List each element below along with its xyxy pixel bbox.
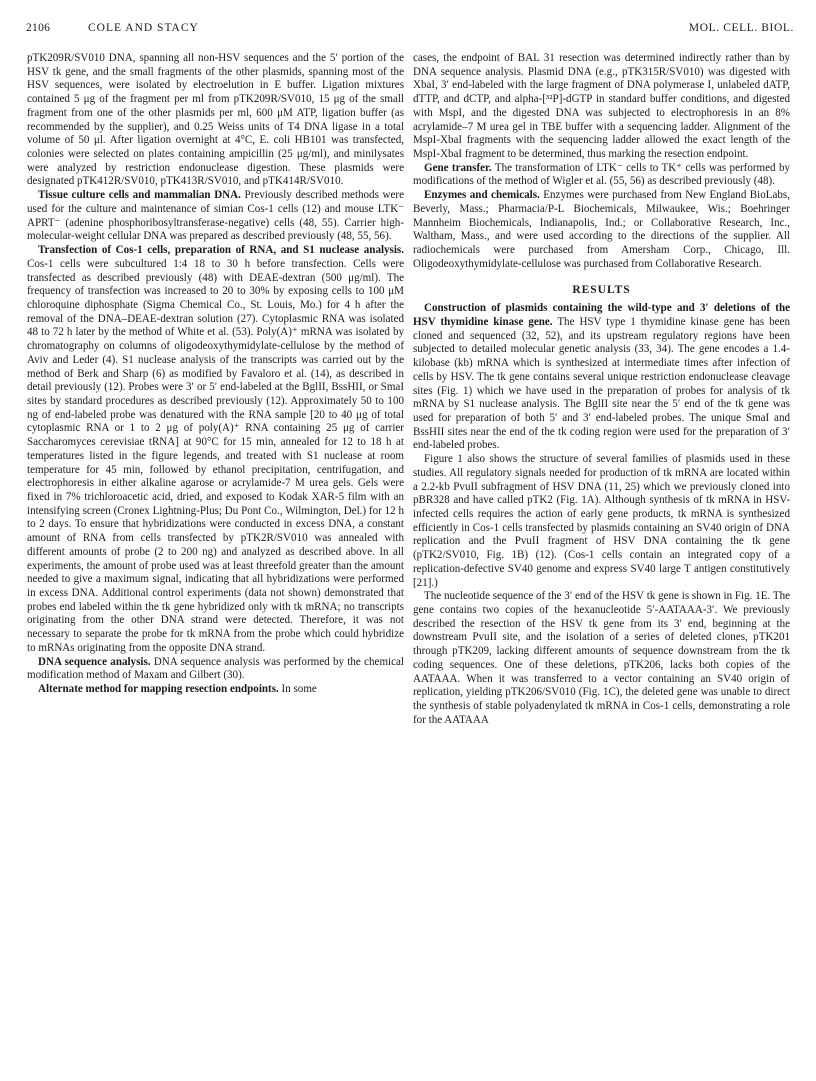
paragraph-dna-sequence-body: DNA sequence analysis was performed by the chemical modification method of Maxam and Gilbert (30). (27, 655, 404, 682)
run-in-heading-tissue-culture: Tissue culture cells and mammalian DNA. (38, 189, 241, 202)
paragraph-gene-transfer-body: The transformation of LTK⁻ cells to TK⁺ cells was performed by modifications of the method of Wigler et al. (55, 56) as described previously (48). (413, 161, 790, 188)
run-in-heading-gene-transfer: Gene transfer. (424, 161, 492, 174)
paragraph-transfection-body: Cos-1 cells were subcultured 1:4 18 to 30 h before transfection. Cells were transfected as described previously (48) with DEAE-dextran (500 μg/ml). The frequency of transfection was increased to 20 to 30% by exposing cells to 100 μM chloroquine diphosphate (Sigma Chemical Co., St. Louis, Mo.) for 4 h after the removal of the DNA–DEAE-dextran solution (27). Cytoplasmic RNA was isolated 48 to 72 h later by the method of White et al. (53). Poly(A)⁺ mRNA was isolated by chromatography on columns of oligodeoxythymidylate-cellulose by the method of Aviv and Leder (4). S1 nuclease analysis of the transcripts was carried out by the method of Berk and Sharp (6) as modified by Favaloro et al. (14), as described in detail previously (12). Probes were 3′ or 5′ end-labeled at the BglII, BssHII, or SmaI sites by standard procedures as described previously (12). Approximately 50 to 100 ng of end-labeled probe was denatured with the RNA sample [20 to 40 μg of total cytoplasmic RNA or 1 to 2 μg of poly(A)⁺ RNA containing 25 μg of carrier Saccharomyces cerevisiae tRNA] at 90°C for 15 min, annealed for 12 to 18 h at temperatures listed in the figure legends, and treated with S1 nuclease at room temperature for 45 min, followed by ethanol precipitation, centrifugation, and electrophoresis in either alkaline agarose or acrylamide-7 M urea gels. Gels were fixed in 7% trichloroacetic acid, dried, and exposed to Kodak XAR-5 film with an intensifying screen (Cronex Lightning-Plus; Du Pont Co., Wilmington, Del.) for 12 h to 2 days. To ensure that hybridizations were conducted in excess DNA, a constant amount of RNA from cells transfected by pTK2R/SV010 was annealed with different amounts of probe (2 to 200 ng) and analyzed as described above. In all experiments, the amount of probe used was at least threefold greater than the amount needed to give a maximum signal, indicating that all hybridizations were performed in excess DNA. Additional control experiments (data not shown) demonstrated that probes end labeled within the tk gene hybridized only with tk mRNA; no transcripts originating from the other DNA strand were detected. Therefore, it was not necessary to separate the probe for tk mRNA from the probe which could hybridize to mRNAs originating from the opposite DNA strand. (27, 257, 404, 654)
paragraph-gene-transfer (413, 162, 790, 189)
running-header (26, 22, 794, 42)
paragraph-nucleotide-sequence: The nucleotide sequence of the 3′ end of the HSV tk gene is shown in Fig. 1E. The gene contains two copies of the hexanucleotide 5′-AATAAA-3′. We previously described the resection of the HSV tk gene from its 3′ end, beginning at the downstream PvuII site, and the isolation of a series of deleted clones, pTK201 through pTK209, lacking different amounts of sequence downstream from the tk coding sequences. One of these deletions, pTK206, lacks both copies of the AATAAA. When it was transferred to a vector containing an SV40 origin of replication, yielding pTK206/SV010 (Fig. 1C), the deleted gene was unable to direct the synthesis of stable polyadenylated tk mRNA in Cos-1 cells, demonstrating a role for the AATAAA (413, 590, 790, 726)
paragraph-tissue-culture (27, 189, 404, 244)
page-number: 2106 (26, 22, 51, 34)
paragraph-enzymes-body: Enzymes were purchased from New England BioLabs, Beverly, Mass.; Pharmacia/P-L Biochemicals, Milwaukee, Wis.; Boehringer Mannheim Biochemicals, Indianapolis, Ind.; or Collaborative Research, Inc., Waltham, Mass., and were used according to the directions of the supplier. All radiochemicals were purchased from Amersham Corp., Chicago, Ill. Oligodeoxythymidylate-cellulose was purchased from Collaborative Research. (413, 189, 790, 270)
left-column (27, 52, 404, 697)
run-in-heading-enzymes: Enzymes and chemicals. (424, 189, 540, 202)
paragraph-resection-mapping: cases, the endpoint of BAL 31 resection was determined indirectly rather than by DNA sequence analysis. Plasmid DNA (e.g., pTK315R/SV010) was digested with XbaI, 3′ end-labeled with the large fragment of DNA polymerase I, unlabeled dATP, dTTP, and dCTP, and alpha-[³²P]-dGTP in standard buffer conditions, and digested with MspI, and the digested DNA was subjected to electrophoresis in an 8% acrylamide–7 M urea gel in TBE buffer with a sequencing ladder. Alignment of the MspI-XbaI fragments with the sequencing ladder allowed the exact length of the MspI-XbaI fragment to be determined, thus marking the resection endpoint. (413, 52, 790, 161)
paragraph-tissue-culture-body: Previously described methods were used for the culture and maintenance of simian Cos-1 cells (12) and mouse LTK⁻ APRT⁻ (adenine phosphoribosyltransferase-negative) cells (48, 55). Carrier high-molecular-weight cellular DNA was prepared as described previously (48, 55, 56). (27, 189, 404, 243)
run-in-heading-dna-sequence: DNA sequence analysis. (38, 655, 151, 668)
run-in-heading-alternate-method: Alternate method for mapping resection endpoints. (38, 683, 279, 696)
results-heading: RESULTS (572, 283, 631, 296)
paragraph-transfection (27, 244, 404, 656)
paragraph-figure1-plasmids: Figure 1 also shows the structure of several families of plasmids used in these studies. All regulatory signals needed for production of tk mRNA are located within a 2.2-kb PvuII subfragment of HSV DNA (11, 25) which we previously cloned into pBR328 and have called pTK2 (Fig. 1A). Although synthesis of tk mRNA in HSV-infected cells requires the action of early gene products, tk mRNA is synthesized efficiently in Cos-1 cells transfected by plasmids containing an SV40 origin of DNA replication and the PvuII fragment of HSV DNA containing the tk gene (pTK2/SV010, Fig. 1B) (12). (Cos-1 cells contain an integrated copy of a replication-defective SV40 genome and express SV40 large T antigen constitutively [21].) (413, 453, 790, 589)
paragraph-alternate-method (27, 683, 404, 697)
paragraph-construction-body: The HSV type 1 thymidine kinase gene has been cloned and sequenced (32, 52), and its upstream regulatory regions have been subjected to detailed molecular genetic analysis (33, 34). The gene encodes a 1.4-kilobase (kb) mRNA which is synthesized at intermediate times after infection of cells by HSV. The tk gene contains several unique restriction endonuclease cleavage sites (Fig. 1) which we have used in the preparation of probes for analysis of tk mRNA by S1 nuclease analysis. The BglII site near the 5′ end of the tk gene was used for preparation of both 5′ and 3′ end-labeled probes. The unique SmaI and BssHII sites near the end of the tk coding region were used for the preparation of 3′ end-labeled probes. (413, 315, 790, 452)
paragraph-enzymes (413, 189, 790, 271)
paragraph-alternate-method-body: In some (278, 683, 317, 696)
paragraph-construction (413, 302, 790, 453)
paragraph-plasmid-ligation: pTK209R/SV010 DNA, spanning all non-HSV sequences and the 5′ portion of the HSV tk gene, and the small fragments of the other plasmids, spanning most of the HSV sequences, were isolated by electroelution in E buffer. Ligation mixtures contained 5 μg of the fragment per ml from pTK209R/SV010, 15 μg of the small fragment from one of the other plasmids per ml, 600 μM ATP, ligation buffer (as recommended by the supplier), and 0.25 Weiss units of T4 DNA ligase in a total volume of 50 μl. After ligation overnight at 4°C, E. coli HB101 was transfected, colonies were selected on plates containing ampicillin (25 μg/ml), and minilysates were analyzed by restriction endonuclease digestion. These plasmids were designated pTK412R/SV010, pTK413R/SV010, and pTK414R/SV010. (27, 52, 404, 188)
run-in-heading-transfection: Transfection of Cos-1 cells, preparation of RNA, and S1 nuclease analysis. (38, 244, 404, 257)
right-column (413, 52, 790, 728)
running-authors: COLE AND STACY (88, 22, 199, 34)
journal-name: MOL. CELL. BIOL. (688, 22, 794, 34)
run-in-heading-construction: Construction of plasmids containing the wild-type and 3′ deletions of the HSV thymidine kinase gene. (413, 302, 790, 328)
paragraph-dna-sequence (27, 656, 404, 683)
